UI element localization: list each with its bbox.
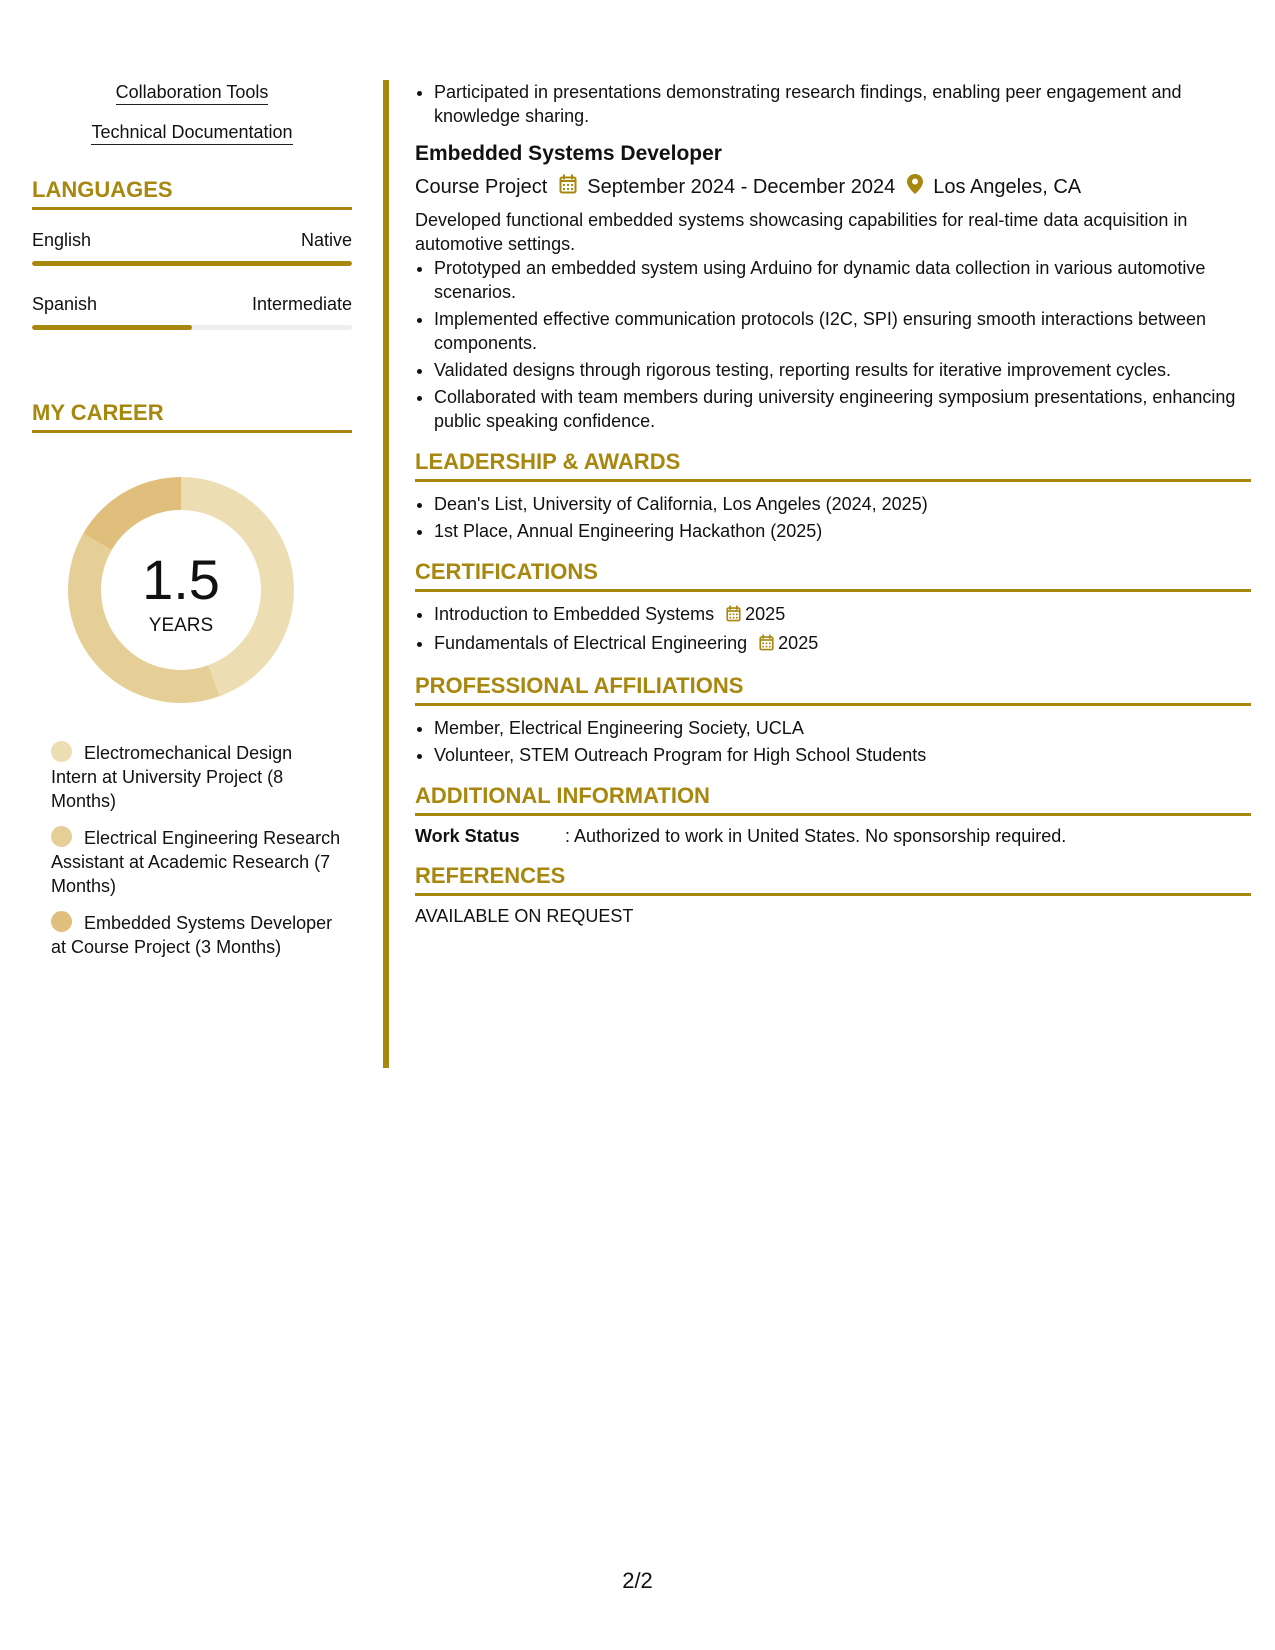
column-divider xyxy=(383,80,389,1068)
calendar-icon xyxy=(559,174,577,200)
list-item: • Volunteer, STEM Outreach Program for High School Students xyxy=(434,743,1251,767)
language-level: Intermediate xyxy=(251,294,352,314)
list-item: • Prototyped an embedded system using Arduino for dynamic data collection in various automotive scenarios. xyxy=(434,256,1251,304)
calendar-icon xyxy=(726,604,741,628)
language-bar-fill xyxy=(32,261,352,266)
job-description: Developed functional embedded systems showcasing capabilities for real-time data acquisition in automotive settings. xyxy=(415,210,1188,254)
legend-item: Embedded Systems Developer at Course Project (3 Months) xyxy=(51,913,333,957)
language-spanish xyxy=(32,294,352,330)
leadership-title: LEADERSHIP & AWARDS xyxy=(415,449,1251,482)
work-status-row xyxy=(415,826,1251,847)
work-status-value: : Authorized to work in United States. No sponsorship required. xyxy=(565,826,1067,846)
legend-dot xyxy=(51,911,72,932)
cert-name: Introduction to Embedded Systems xyxy=(434,604,715,624)
job-bullets xyxy=(415,256,1251,433)
language-bar xyxy=(32,261,352,266)
skill-technical-documentation[interactable]: Technical Documentation xyxy=(32,122,352,143)
career-unit: YEARS xyxy=(148,615,214,636)
references-title: REFERENCES xyxy=(415,863,1251,896)
legend-dot xyxy=(51,741,72,762)
list-item: • Validated designs through rigorous testing, reporting results for iterative improvement cycles. xyxy=(434,358,1251,382)
language-name: Spanish xyxy=(32,294,98,314)
legend-dot xyxy=(51,826,72,847)
leadership-list xyxy=(415,492,1251,543)
right-column xyxy=(415,80,1251,927)
calendar-icon xyxy=(759,633,774,657)
language-level: Native xyxy=(300,230,352,250)
map-pin-icon xyxy=(907,174,923,200)
page-number: 2/2 xyxy=(622,1568,653,1593)
job-company: Course Project xyxy=(415,175,548,198)
legend-item: Electrical Engineering Research Assistant at Academic Research (7 Months) xyxy=(51,828,341,896)
list-item xyxy=(434,631,1251,657)
list-item: • Dean's List, University of California, Los Angeles (2024, 2025) xyxy=(434,492,1251,516)
left-column xyxy=(32,82,352,972)
language-name: English xyxy=(32,230,92,250)
list-item: • Member, Electrical Engineering Society, UCLA xyxy=(434,716,1251,740)
languages-title: LANGUAGES xyxy=(32,177,352,210)
additional-info-title: ADDITIONAL INFORMATION xyxy=(415,783,1251,816)
language-bar xyxy=(32,325,352,330)
list-item: • Collaborated with team members during university engineering symposium presentations, enhancing public speaking confidence. xyxy=(434,385,1251,433)
language-english xyxy=(32,230,352,266)
language-bar-fill xyxy=(32,325,192,330)
cert-year: 2025 xyxy=(745,604,786,624)
career-total: 1.5 xyxy=(142,548,220,611)
affiliations-list xyxy=(415,716,1251,767)
cert-name: Fundamentals of Electrical Engineering xyxy=(434,633,748,653)
career-legend xyxy=(51,741,341,959)
legend-item: Electromechanical Design Intern at University Project (8 Months) xyxy=(51,743,293,811)
job-dates: September 2024 - December 2024 xyxy=(587,175,896,198)
affiliations-title: PROFESSIONAL AFFILIATIONS xyxy=(415,673,1251,706)
list-item: • 1st Place, Annual Engineering Hackathon (2025) xyxy=(434,519,1251,543)
job-meta xyxy=(415,174,1251,200)
work-status-label: Work Status xyxy=(415,826,520,846)
career-donut-chart xyxy=(66,475,296,705)
previous-job-bullets xyxy=(415,80,1251,128)
certifications-list xyxy=(415,602,1251,657)
job-location: Los Angeles, CA xyxy=(933,175,1082,198)
career-title: MY CAREER xyxy=(32,400,352,433)
list-item xyxy=(434,602,1251,628)
certifications-title: CERTIFICATIONS xyxy=(415,559,1251,592)
skill-collaboration-tools[interactable]: Collaboration Tools xyxy=(32,82,352,103)
references-text: AVAILABLE ON REQUEST xyxy=(415,906,634,926)
job-title: Embedded Systems Developer xyxy=(415,142,722,165)
list-item: • Implemented effective communication protocols (I2C, SPI) ensuring smooth interactions between components. xyxy=(434,307,1251,355)
cert-year: 2025 xyxy=(778,633,819,653)
list-item: • Participated in presentations demonstrating research findings, enabling peer engagement and knowledge sharing. xyxy=(434,80,1251,128)
